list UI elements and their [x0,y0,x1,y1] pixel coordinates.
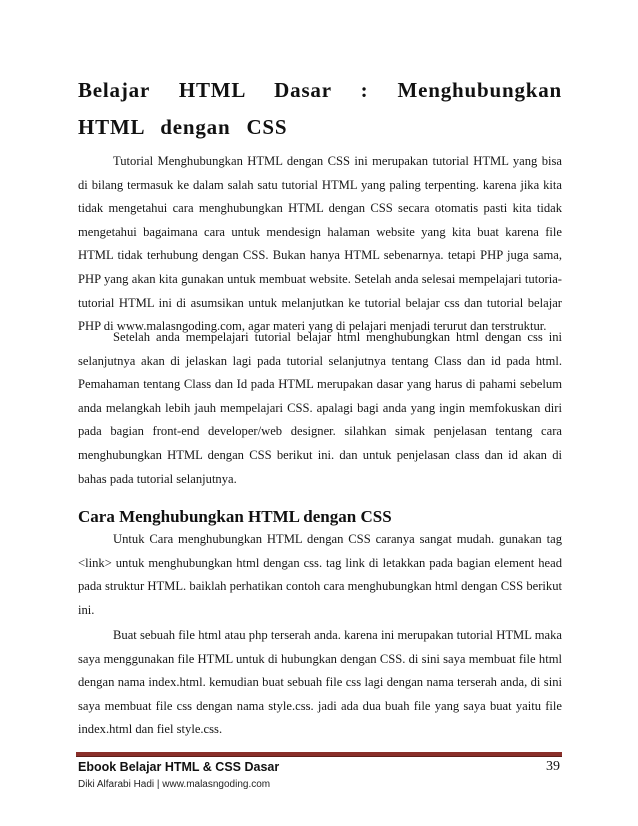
page-title: Belajar HTML Dasar : Menghubungkan HTML dengan CSS [78,78,562,139]
footer-book-title: Ebook Belajar HTML & CSS Dasar [78,760,280,774]
footer-page-number: 39 [546,759,560,774]
intro-paragraph-2: Setelah anda mempelajari tutorial belajar html menghubungkan html dengan css ini selanjutnya akan di jelaskan lagi pada tutorial selanjutnya tentang Class dan id pada html. Pemahaman tentang Class dan Id pada HTML merupakan dasar yang harus di pahami sebelum anda melangkah lebih jauh mempelajari CSS. apalagi bagi anda yang ingin memfokuskan diri pada bagian front-end developer/web designer. silahkan simak penjelasan tentang cara menghubungkan HTML dengan CSS berikut ini. dan untuk penjelasan class dan id akan di bahas pada tutorial selanjutnya. [78,330,562,486]
footer-divider [76,752,562,757]
section-paragraph-1: Untuk Cara menghubungkan HTML dengan CSS caranya sangat mudah. gunakan tag <link> untuk menghubungkan html dengan css. tag link di letakkan pada bagian element head pada struktur HTML. baiklah perhatikan contoh cara menghubungkan html dengan CSS berikut ini. [78,532,562,617]
footer-author-line: Diki Alfarabi Hadi | www.malasngoding.com [78,779,271,790]
intro-paragraph-1: Tutorial Menghubungkan HTML dengan CSS ini merupakan tutorial HTML yang bisa di bilang termasuk ke dalam salah satu tutorial HTML yang paling terpenting. karena jika kita tidak mengetahui cara menghubungkan HTML dengan CSS secara otomatis pasti kita tidak mengetahui bagaimana cara untuk mendesign halaman website yang kita buat karena file HTML tidak terhubung dengan CSS. Bukan hanya HTML sebenarnya. tetapi PHP juga sama, PHP yang akan kita gunakan untuk membuat website. Setelah anda selesai mempelajari tutoria-tutorial HTML ini di asumsikan untuk melanjutkan ke tutorial belajar css dan tutorial belajar PHP di www.malasngoding.com, agar materi yang di pelajari menjadi terurut dan terstruktur. [78,154,562,334]
section-paragraph-2: Buat sebuah file html atau php terserah anda. karena ini merupakan tutorial HTML maka saya menggunakan file HTML untuk di hubungkan dengan CSS. di sini saya membuat file html dengan nama index.html. kemudian buat sebuah file css lagi dengan nama terserah anda, di sini saya membuat file css dengan nama style.css. jadi ada dua buah file yang saya buat yaitu file index.html dan fiel style.css. [78,628,562,737]
section-heading: Cara Menghubungkan HTML dengan CSS [78,507,392,526]
